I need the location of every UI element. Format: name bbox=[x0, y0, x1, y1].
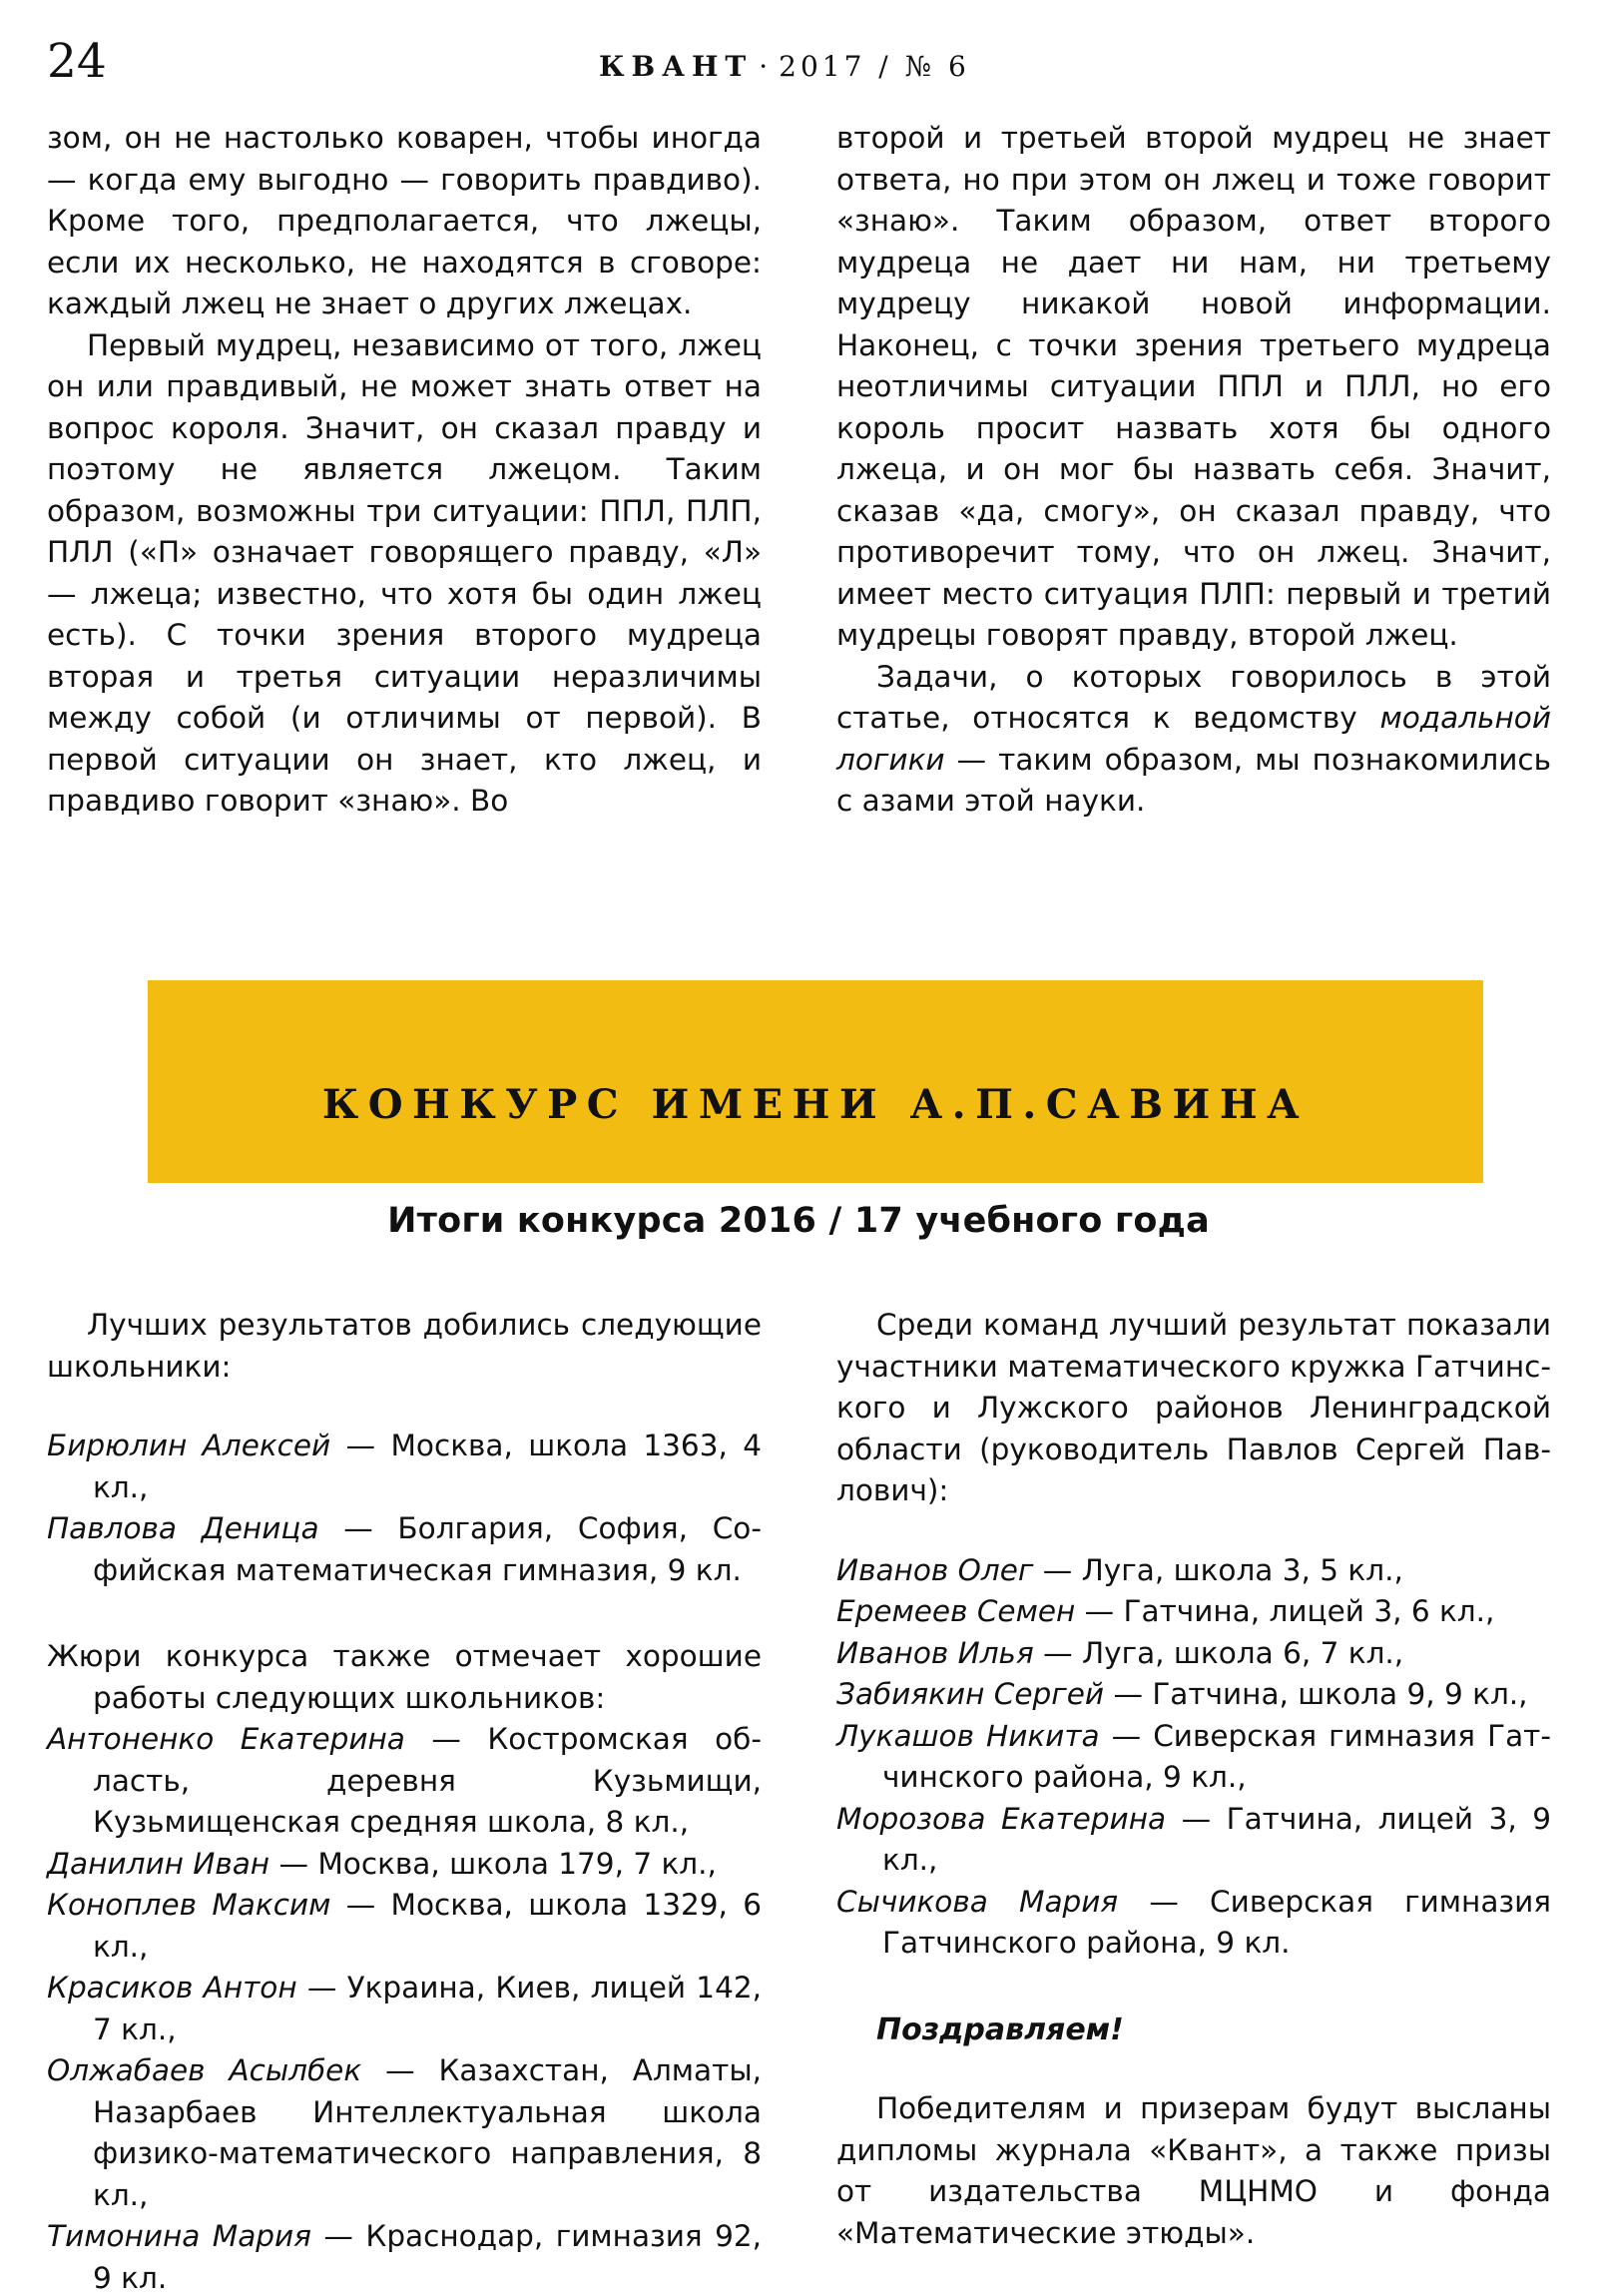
winner-entry bbox=[47, 1426, 762, 1508]
team-member-name: Лукашов Никита bbox=[836, 1718, 1100, 1753]
team-member-details: — Луга, школа 3, 5 кл., bbox=[1033, 1552, 1403, 1587]
results-left-column bbox=[47, 1305, 762, 2296]
student-details: — Казахстан, Алматы, Назарбаев Интеллектуальная школа физико-математического направления, 8 кл., bbox=[93, 2053, 762, 2212]
spacer bbox=[47, 1388, 762, 1426]
team-member-name: Еремеев Семен bbox=[836, 1594, 1076, 1628]
article-paragraph: Первый мудрец, независимо от того, лжец он или правдивый, не может знать ответ на вопрос короля. Значит, он сказал правду и поэтому не является лжецом. Таким образом, возможны три ситуации: ППЛ, ПЛП, ПЛЛ («П» означает говорящего правду, «Л» — лжеца; известно, что хотя бы один лжец есть). С точки зрения второго мудреца вторая и третья ситуации неразличимы между собой (и отличимы от первой). В первой ситуации он знает, кто лжец, и правдиво говорит «знаю». Во bbox=[47, 327, 762, 818]
winner-name: Павлова Деница bbox=[47, 1511, 319, 1545]
article-right-column bbox=[836, 118, 1551, 823]
team-member-entry bbox=[836, 1674, 1551, 1716]
team-member-entry bbox=[836, 1882, 1551, 1965]
team-member-name: Иванов Илья bbox=[836, 1635, 1034, 1670]
running-head bbox=[599, 50, 970, 83]
winner-details: — Москва, школа 1363, 4 кл., bbox=[93, 1429, 762, 1504]
section-subtitle: Итоги конкурса 2016 / 17 учебного года bbox=[387, 1201, 1210, 1241]
closing-text-before: Задачи, о которых говорилось в этой статье, относятся к ведомству bbox=[836, 659, 1551, 735]
spacer bbox=[836, 1512, 1551, 1550]
winner-details: — Болгария, София, Софийская математическая гимназия, 9 кл. bbox=[93, 1511, 763, 1587]
team-member-details: — Гатчина, школа 9, 9 кл., bbox=[1104, 1677, 1528, 1711]
article-paragraph: зом, он не настолько коварен, чтобы иногда — когда ему выгодно — говорить правдиво). Кроме того, предполагается, что лжецы, если их несколько, не находятся в сговоре: каждый лжец не знает о других лжецах. bbox=[47, 121, 762, 320]
issue-number: 2017 / № 6 bbox=[779, 50, 970, 83]
team-member-entry bbox=[836, 1633, 1551, 1675]
spacer bbox=[836, 1965, 1551, 2009]
student-name: Коноплев Максим bbox=[47, 1888, 331, 1922]
article-left-column bbox=[47, 118, 762, 823]
student-name: Тимонина Мария bbox=[47, 2219, 311, 2253]
team-member-name: Забиякин Сергей bbox=[836, 1677, 1105, 1711]
article-closing-paragraph bbox=[836, 657, 1551, 823]
page-number: 24 bbox=[47, 34, 107, 89]
article-paragraph: второй и третьей второй мудрец не знает ответа, но при этом он лжец и тоже говорит «знаю». Таким образом, ответ второго мудреца не дает ни нам, ни третьему мудрецу никакой новой информации. Наконец, с точки зрения третьего мудреца неотличимы ситуации ППЛ и ПЛЛ, но его король просит назвать хотя бы одного лжеца, и он мог бы назвать себя. Значит, сказав «да, смогу», он сказал правду, что противоречит тому, что он лжец. Значит, имеет место ситуация ПЛП: первый и третий мудрецы говорят правду, второй лжец. bbox=[836, 121, 1551, 652]
team-member-entry bbox=[836, 1799, 1551, 1882]
modal-logic-term: модальной логики bbox=[836, 701, 1551, 777]
honorable-entry bbox=[47, 2216, 762, 2296]
team-intro: Среди команд лучший результат показали участники математического кружка Гатчинского и Лужского районов Ленинградской области (руководитель Павлов Сергей Павлович): bbox=[836, 1308, 1552, 1507]
contest-banner bbox=[148, 980, 1483, 1183]
congratulations-heading: Поздравляем! bbox=[876, 2011, 1124, 2047]
team-member-details: — Сиверская гимназия Гатчинского района, 9 кл., bbox=[882, 1718, 1551, 1794]
team-member-name: Иванов Олег bbox=[836, 1552, 1034, 1587]
team-member-details: — Луга, школа 6, 7 кл., bbox=[1033, 1635, 1404, 1670]
student-name: Олжабаев Асылбек bbox=[47, 2053, 362, 2087]
winner-name: Бирюлин Алексей bbox=[47, 1429, 331, 1462]
team-member-details: — Сиверская гимназия Гатчинского района, 9 кл. bbox=[882, 1884, 1552, 1960]
student-name: Данилин Иван bbox=[47, 1846, 270, 1881]
running-head-separator: · bbox=[759, 50, 774, 83]
winner-entry bbox=[47, 1508, 762, 1591]
honorable-entry bbox=[47, 1719, 762, 1844]
student-name: Красиков Антон bbox=[47, 1971, 297, 2005]
student-details: — Костромская область, деревня Кузьмищи, Кузьмищенская средняя школа, 8 кл., bbox=[93, 1722, 762, 1839]
team-member-details: — Гатчина, лицей 3, 6 кл., bbox=[1075, 1594, 1495, 1628]
team-member-entry bbox=[836, 1591, 1551, 1633]
page-header bbox=[0, 34, 1597, 108]
team-member-entry bbox=[836, 1716, 1551, 1799]
honorable-entry bbox=[47, 1968, 762, 2050]
team-member-name: Морозова Екатерина bbox=[836, 1801, 1167, 1836]
honorable-entry bbox=[47, 1844, 762, 1886]
honorable-mentions-intro: Жюри конкурса также отмечает хорошие работы следующих школьников: bbox=[47, 1639, 762, 1715]
student-details: — Москва, школа 1329, 6 кл., bbox=[93, 1888, 762, 1964]
journal-name: КВАНТ bbox=[599, 50, 754, 83]
honorable-entry bbox=[47, 1885, 762, 1968]
results-right-column bbox=[836, 1305, 1551, 2254]
closing-text-after: — таким образом, мы познакомились с азами этой науки. bbox=[836, 742, 1551, 818]
honorable-entry bbox=[47, 2050, 762, 2216]
closing-paragraph: Победителям и призерам будут высланы дипломы журнала «Квант», а также призы от издательства МЦНМО и фонда «Математические этюды». bbox=[836, 2091, 1551, 2250]
student-name: Антоненко Екатерина bbox=[47, 1722, 405, 1756]
contest-banner-title: КОНКУРС ИМЕНИ А.П.САВИНА bbox=[321, 1081, 1310, 1128]
student-details: — Москва, школа 179, 7 кл., bbox=[269, 1846, 717, 1881]
spacer bbox=[836, 2050, 1551, 2088]
team-member-entry bbox=[836, 1550, 1551, 1592]
team-member-details: — Гатчина, лицей 3, 9 кл., bbox=[882, 1801, 1552, 1877]
winners-intro: Лучших результатов добились следующие школьники: bbox=[47, 1308, 762, 1384]
team-member-name: Сычикова Мария bbox=[836, 1884, 1119, 1919]
spacer bbox=[47, 1591, 762, 1636]
student-details: — Краснодар, гимназия 92, 9 кл. bbox=[93, 2219, 763, 2295]
student-details: — Украина, Киев, лицей 142, 7 кл., bbox=[93, 1971, 762, 2046]
